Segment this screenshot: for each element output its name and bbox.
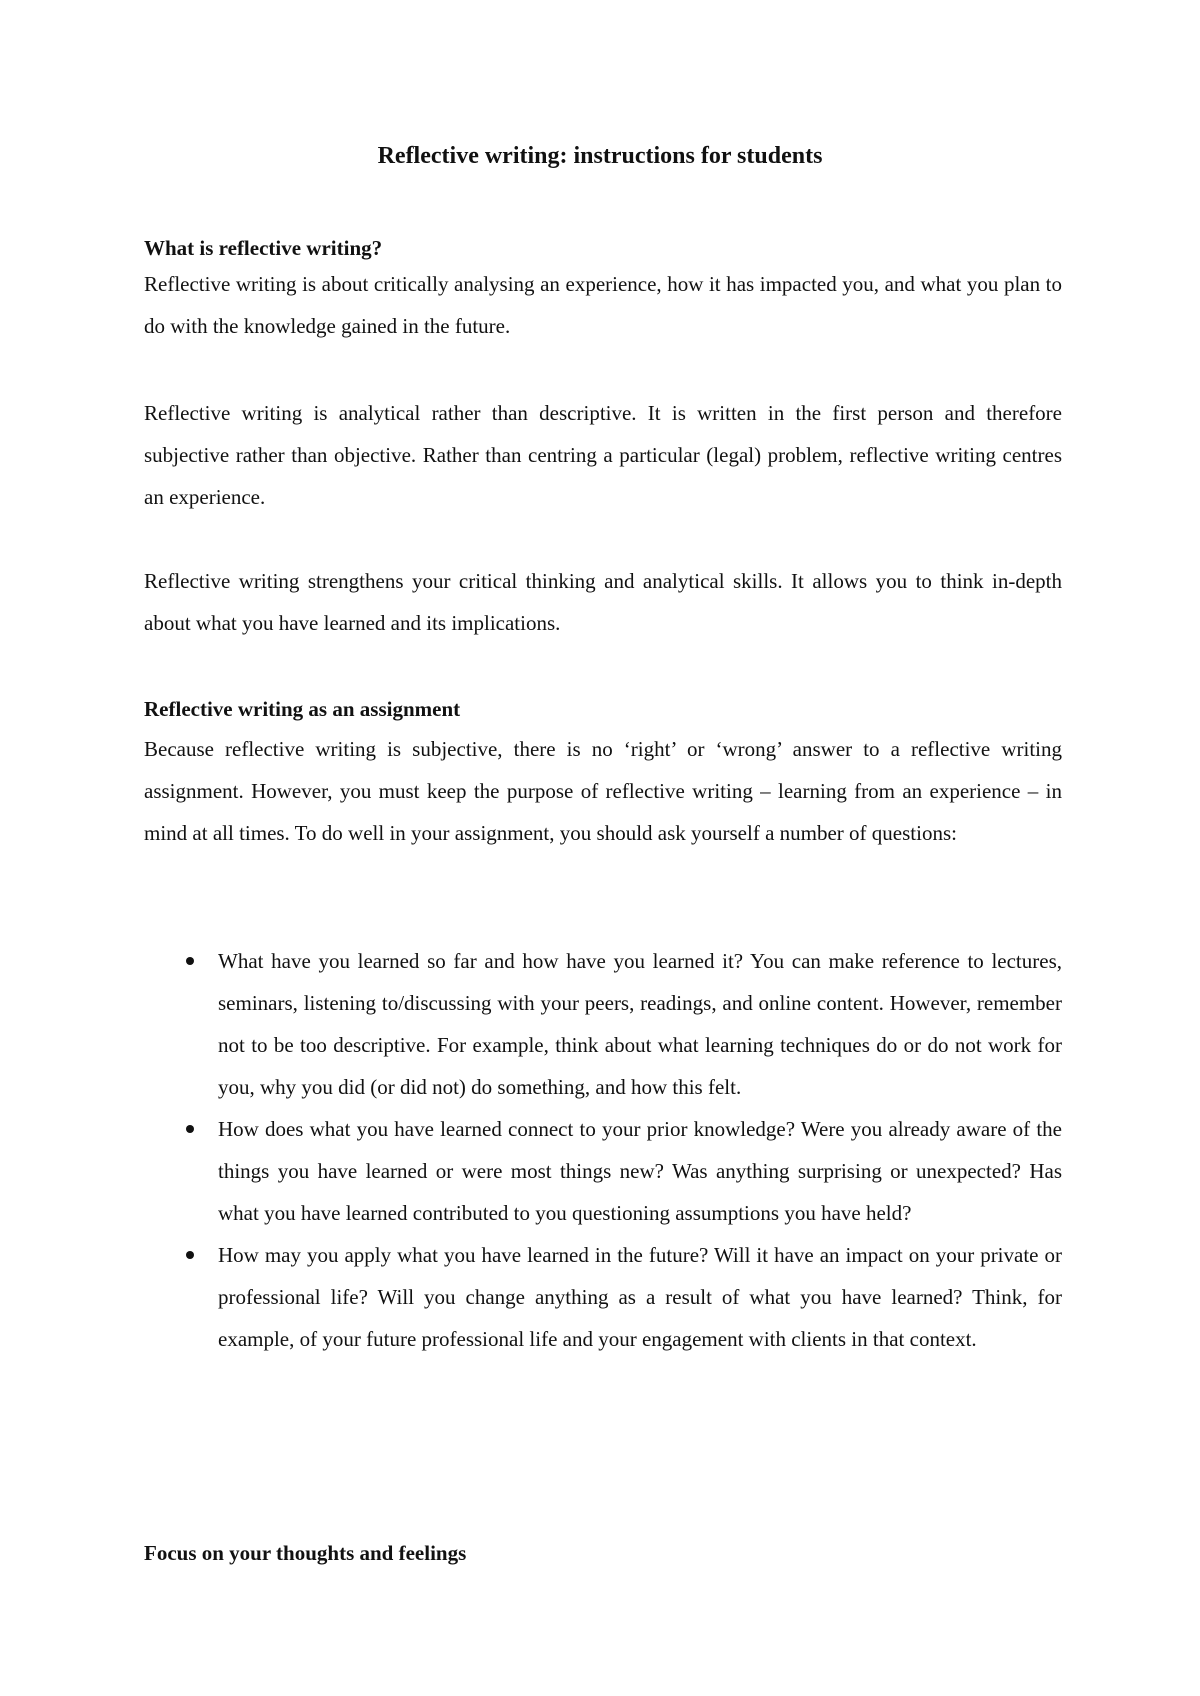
- list-item-text: How may you apply what you have learned in the future? Will it have an impact on your private or professional life? Will you change anything as a result of what you have learned? Think, for example, of your future professional life and your engagement with clients in that context.: [218, 1243, 1062, 1351]
- list-item-text: What have you learned so far and how have you learned it? You can make reference to lectures, seminars, listening to/discussing with your peers, readings, and online content. However, remember not to be too descriptive. For example, think about what learning techniques do or do not work for you, why you did (or did not) do something, and how this felt.: [218, 949, 1062, 1099]
- list-item: [144, 940, 1062, 1108]
- section-heading-thoughts-feelings: Focus on your thoughts and feelings: [144, 1541, 467, 1565]
- paragraph: Reflective writing is analytical rather than descriptive. It is written in the first person and therefore subjective rather than objective. Rather than centring a particular (legal) problem, reflective writing centres an experience.: [144, 401, 1062, 509]
- list-item: [144, 1108, 1062, 1234]
- paragraph: Because reflective writing is subjective, there is no ‘right’ or ‘wrong’ answer to a reflective writing assignment. However, you must keep the purpose of reflective writing – learning from an experience – in mind at all times. To do well in your assignment, you should ask yourself a number of questions:: [144, 737, 1062, 845]
- paragraph: Reflective writing is about critically analysing an experience, how it has impacted you, and what you plan to do with the knowledge gained in the future.: [144, 272, 1062, 338]
- paragraph: Reflective writing strengthens your critical thinking and analytical skills. It allows you to think in-depth about what you have learned and its implications.: [144, 569, 1062, 635]
- question-list: [144, 940, 1062, 1360]
- bullet-icon: [186, 1125, 194, 1133]
- list-item-text: How does what you have learned connect to your prior knowledge? Were you already aware of the things you have learned or were most things new? Was anything surprising or unexpected? Has what you have learned contributed to you questioning assumptions you have held?: [218, 1117, 1062, 1225]
- list-item: [144, 1234, 1062, 1360]
- bullet-icon: [186, 957, 194, 965]
- bullet-icon: [186, 1251, 194, 1259]
- document-title: Reflective writing: instructions for students: [377, 143, 823, 169]
- section-heading-what-is: What is reflective writing?: [144, 236, 383, 260]
- section-heading-assignment: Reflective writing as an assignment: [144, 697, 461, 721]
